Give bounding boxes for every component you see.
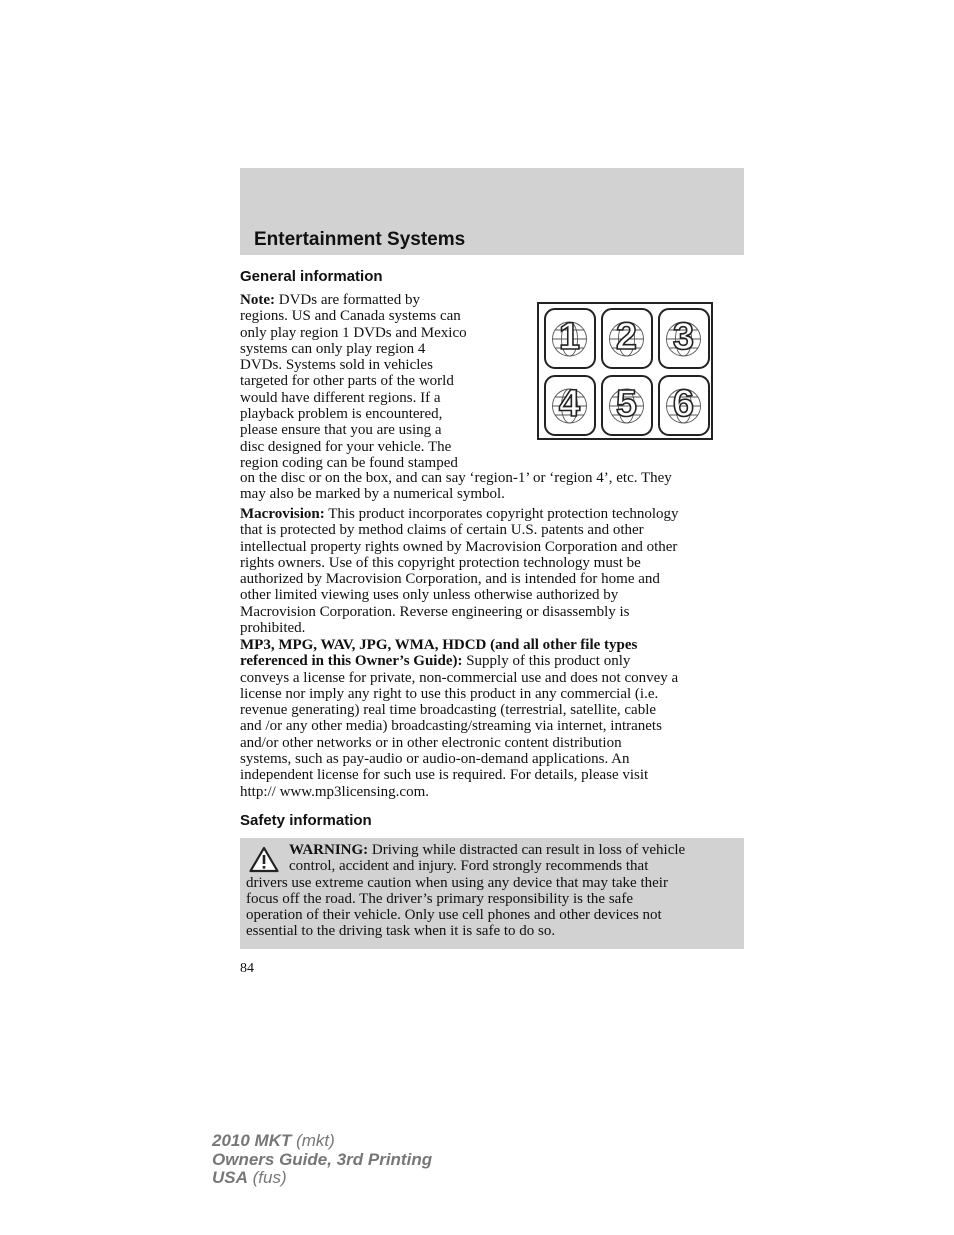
region-5-globe-icon: 5 bbox=[601, 375, 653, 436]
mp3-license-paragraph: MP3, MPG, WAV, JPG, WMA, HDCD (and all other file types referenced in this Owner’s Guide): Supply of this product only conveys a license for private, non-commercial use and does not convey a license nor imply any right to use this product in any commercial (i.e. revenue generating) real time broadcasting (terrestrial, satellite, cable and /or any other media) broadcasting/streaming via internet, intranets and/or other networks or in other electronic content distribution systems, such as pay-audio or audio-on-demand applications. An independent license for such use is required. For details, please visit http:// www.mp3licensing.com. bbox=[240, 637, 679, 800]
region-2-globe-icon: 2 bbox=[601, 308, 653, 369]
region-6-globe-icon: 6 bbox=[658, 375, 710, 436]
region-4-globe-icon: 4 bbox=[544, 375, 596, 436]
document-footer: 2010 MKT (mkt) Owners Guide, 3rd Printing USA (fus) bbox=[212, 1131, 433, 1187]
page-number: 84 bbox=[240, 961, 254, 976]
mp3-label: MP3, MPG, WAV, JPG, WMA, HDCD (and all other file types bbox=[240, 637, 638, 653]
region-3-globe-icon: 3 bbox=[658, 308, 710, 369]
dvd-region-codes-figure bbox=[537, 302, 713, 440]
note-label: Note: bbox=[240, 292, 275, 308]
safety-information-heading: Safety information bbox=[240, 812, 372, 829]
warning-text: WARNING: Driving while distracted can result in loss of vehicle control, accident and injury. Ford strongly recommends that drivers use extreme caution when using any device that may take their focus off the road. The driver’s primary responsibility is the safe operation of their vehicle. Only use cell phones and other devices not essential to the driving task when it is safe to do so. bbox=[246, 842, 686, 940]
warning-label: WARNING: bbox=[289, 842, 369, 858]
section-title: Entertainment Systems bbox=[254, 229, 466, 250]
note-paragraph: Note: DVDs are formatted by regions. US and Canada systems can only play region 1 DVDs and Mexico systems can only play region 4 DVDs. Systems sold in vehicles targeted for other parts of the world would have different regions. If a playback problem is encountered, please ensure that you are using a disc designed for your vehicle. The region coding can be found stamped bbox=[240, 292, 467, 471]
region-1-globe-icon: 1 bbox=[544, 308, 596, 369]
macrovision-label: Macrovision: bbox=[240, 506, 325, 522]
general-information-heading: General information bbox=[240, 268, 383, 285]
macrovision-paragraph: Macrovision: This product incorporates copyright protection technology that is protected by method claims of certain U.S. patents and other intellectual property rights owned by Macrovision Corporation and other rights owners. Use of this copyright protection technology must be authorized by Macrovision Corporation, and is intended for home and other limited viewing uses only unless otherwise authorized by Macrovision Corporation. Reverse engineering or disassembly is prohibited. bbox=[240, 506, 679, 637]
note-paragraph-continued: on the disc or on the box, and can say ‘region-1’ or ‘region 4’, etc. They may also be marked by a numerical symbol. bbox=[240, 470, 672, 503]
